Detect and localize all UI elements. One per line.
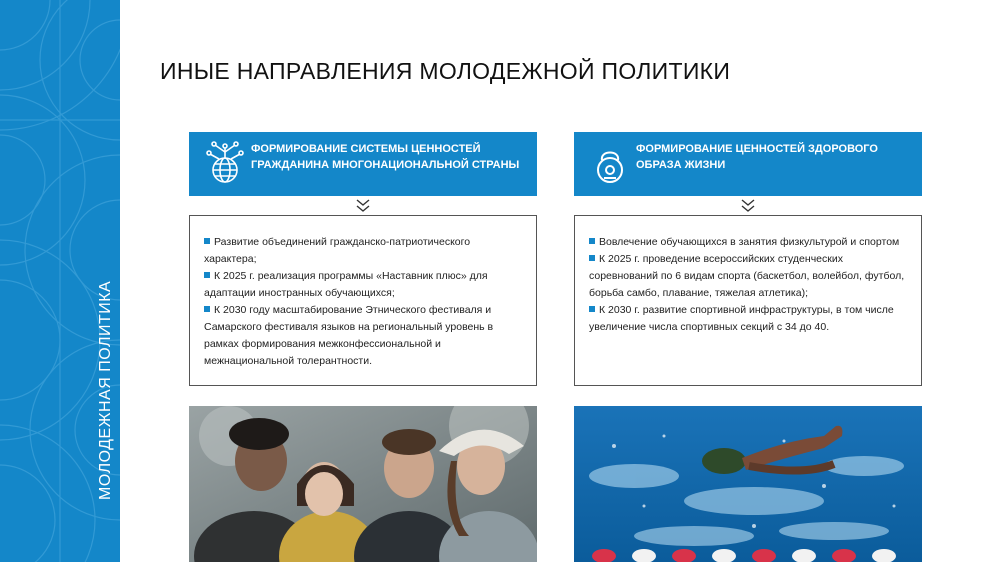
list-item: Вовлечение обучающихся в занятия физкультурой и спортом xyxy=(589,234,907,251)
bullet-square-icon xyxy=(204,238,210,244)
card-header-title: ФОРМИРОВАНИЕ ЦЕННОСТЕЙ ЗДОРОВОГО ОБРАЗА ЖИЗНИ xyxy=(636,143,878,171)
card-text-health xyxy=(574,215,922,386)
bullet-square-icon xyxy=(589,255,595,261)
bullet-square-icon xyxy=(589,306,595,312)
page-title: ИНЫЕ НАПРАВЛЕНИЯ МОЛОДЕЖНОЙ ПОЛИТИКИ xyxy=(160,58,731,84)
list-item: К 2030 году масштабирование Этнического фестиваля и Самарского фестиваля языков на региональный уровень в рамках формирования межконфессиональной и межнациональной толерантности. xyxy=(204,304,494,367)
bullet-square-icon xyxy=(204,306,210,312)
card-header-values xyxy=(189,132,537,196)
card-text-values xyxy=(189,215,537,386)
card-header-title: ФОРМИРОВАНИЕ СИСТЕМЫ ЦЕННОСТЕЙ ГРАЖДАНИНА МНОГОНАЦИОНАЛЬНОЙ СТРАНЫ xyxy=(251,143,520,171)
chevron-down-icon xyxy=(355,198,371,214)
group-of-young-people-photo xyxy=(189,406,537,562)
globe-network-icon xyxy=(201,140,249,188)
swimmer-photo xyxy=(574,406,922,562)
bullet-square-icon xyxy=(204,272,210,278)
sidebar-title: МОЛОДЕЖНАЯ ПОЛИТИКА xyxy=(97,280,114,500)
list-item: Развитие объединений гражданско-патриотического характера; xyxy=(204,236,471,265)
kettlebell-icon xyxy=(586,140,634,188)
card-header-health xyxy=(574,132,922,196)
list-item: К 2030 г. развитие спортивной инфраструктуры, в том числе увеличение числа спортивных секций с 34 до 40. xyxy=(589,304,894,333)
list-item: К 2025 г. проведение всероссийских студенческих соревнований по 6 видам спорта (баскетбол, волейбол, футбол, борьба самбо, плавание, тяжелая атлетика); xyxy=(589,253,905,299)
bullet-square-icon xyxy=(589,238,595,244)
chevron-down-icon xyxy=(740,198,756,214)
sidebar xyxy=(0,0,120,562)
list-item: К 2025 г. реализация программы «Наставник плюс» для адаптации иностранных обучающихся; xyxy=(204,270,488,299)
